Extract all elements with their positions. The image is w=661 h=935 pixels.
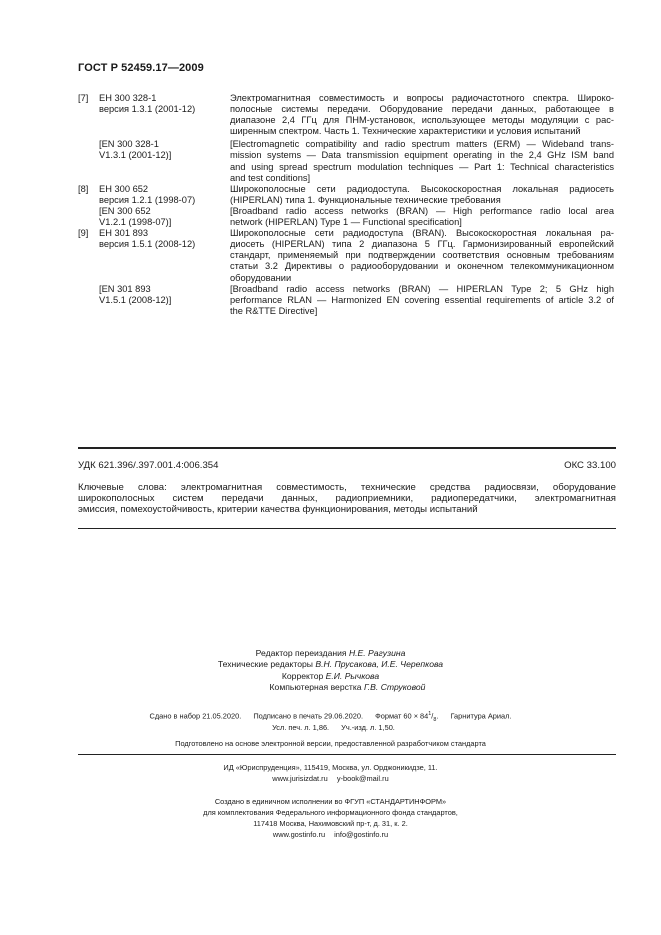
reference-standard <box>99 93 230 137</box>
printer-site: www.gostinfo.ru <box>272 830 326 839</box>
standard-code-en: [EN 300 652 <box>99 205 151 216</box>
keywords-line: Ключевые слова: электромагнитная совместимость, технические средства радиосвязи, оборудование <box>78 482 616 493</box>
standard-code-en: [EN 300 328-1 <box>99 139 159 150</box>
oks-code: ОКС 33.100 <box>564 460 616 471</box>
reference-entry <box>78 184 616 206</box>
description-line: ширенным спектром. Часть 1. Технические характеристики и условия испытаний <box>230 126 581 137</box>
udk-code: УДК 621.396/.397.001.4:006.354 <box>78 460 219 471</box>
description-line: [Broadband radio access networks (BRAN) — High performance radio local area <box>230 205 614 216</box>
reference-number: [7] <box>78 93 89 103</box>
reference-entry <box>78 228 616 283</box>
publisher-address: ИД «Юриспруденция», 115419, Москва, ул. Орджоникидзе, 11. <box>223 763 438 772</box>
credit-layout: Компьютерная верстка Г.В. Струковой <box>269 681 426 692</box>
reference-entry <box>78 93 616 137</box>
publisher-site: www.jurisizdat.ru <box>272 774 328 783</box>
print-info-line2: Усл. печ. л. 1,86. Уч.-изд. л. 1,50. <box>272 723 395 732</box>
credit-tech-editors: Технические редакторы В.Н. Прусакова, И.Е. Черепкова <box>217 659 444 670</box>
publisher-email: y-book@mail.ru <box>336 774 389 783</box>
reference-standard <box>99 228 230 283</box>
standard-version: версия 1.3.1 (2001-12) <box>99 104 196 115</box>
printer-line2: для комплектования Федерального информационного фонда стандартов, <box>203 808 458 817</box>
description-line: диапазоне 2,4 ГГц для ПНМ-установок, использующее методы модуляции с рас- <box>230 115 614 126</box>
divider-publisher <box>78 754 616 755</box>
publisher-contacts <box>0 774 661 785</box>
reference-entry-en <box>78 139 616 183</box>
description-line: [Electromagnetic compatibility and radio spectrum matters (ERM) — Wideband trans- <box>230 139 614 150</box>
bibliography <box>78 93 616 317</box>
printer-contacts <box>0 830 661 841</box>
standard-version: версия 1.2.1 (1998-07) <box>99 194 196 205</box>
keywords <box>78 482 616 515</box>
print-info-line1: Сдано в набор 21.05.2020. Подписано в печать 29.06.2020. Формат $60 \times 84^1/_8$. Гарнитура Ариал. <box>149 711 512 723</box>
reference-description <box>230 184 614 206</box>
description-line: диосеть (HIPERLAN) типа 2 диапазона 5 ГГц. Гармонизированный европейский <box>230 239 614 250</box>
keywords-line: эмиссия, помехоустойчивость, критерии качества функционирования, методы испытаний <box>78 504 478 516</box>
description-line: Электромагнитная совместимость и вопросы радиочастотного спектра. Широко- <box>230 93 614 103</box>
description-line: стандарт, применяемый при подтверждении соответствия основным требованиям <box>230 250 614 261</box>
standard-version-en: V1.2.1 (1998-07)] <box>99 217 172 228</box>
standard-code: ЕН 301 893 <box>99 228 149 239</box>
standard-code-en: [EN 301 893 <box>99 283 151 294</box>
reference-description <box>230 93 614 137</box>
reference-number: [9] <box>78 228 89 239</box>
credits <box>0 648 661 693</box>
description-line: the R&TTE Directive] <box>230 305 318 316</box>
keywords-line: широкополосных систем передачи данных, радиоприемники, радиопередатчики, электромагнитная <box>78 493 616 505</box>
standard-code: ЕН 300 328-1 <box>99 93 157 103</box>
credit-corrector: Корректор Е.И. Рычкова <box>281 670 380 681</box>
credit-editor: Редактор переиздания Н.Е. Рагузина <box>255 648 406 658</box>
description-line: Широкополосные сети радиодоступа (BRAN). Высокоскоростная локальная ра- <box>230 228 614 239</box>
reference-description-en <box>230 284 614 317</box>
description-line: оборудовании <box>230 272 292 283</box>
description-line: and using spread spectrum modulation techniques — Part 1: Technical characteristics <box>230 161 614 172</box>
printer-email: info@gostinfo.ru <box>334 830 389 839</box>
print-info-prepared: Подготовлено на основе электронной версии, предоставленной разработчиком стандарта <box>175 739 486 748</box>
description-line: (HIPERLAN) типа 1. Функциональные технические требования <box>230 194 501 205</box>
description-line: network (HIPERLAN) Type 1 — Functional specification] <box>230 217 462 228</box>
reference-standard <box>99 184 230 206</box>
description-line: Широкополосные сети радиодоступа. Высокоскоростная локальная радиосеть <box>230 183 614 194</box>
reference-entry-en <box>78 284 616 317</box>
reference-standard-en <box>99 139 230 183</box>
standard-version-en: V1.3.1 (2001-12)] <box>99 150 172 161</box>
reference-entry-en <box>78 206 616 228</box>
divider-top <box>78 447 616 449</box>
divider-bottom <box>78 528 616 529</box>
standard-version: версия 1.5.1 (2008-12) <box>99 239 196 250</box>
printer-line1: Создано в единичном исполнении во ФГУП «СТАНДАРТИНФОРМ» <box>214 797 447 806</box>
reference-description-en <box>230 139 614 183</box>
description-line: полосные системы передачи. Оборудование передачи данных, работающее в <box>230 104 614 115</box>
description-line: [Broadband radio access networks (BRAN) — HIPERLAN Type 2; 5 GHz high <box>230 283 614 294</box>
printer-line3: 117418 Москва, Нахимовский пр-т, д. 31, к. 2. <box>253 819 408 828</box>
reference-description <box>230 228 614 283</box>
reference-standard-en <box>99 284 230 317</box>
standard-title: ГОСТ Р 52459.17—2009 <box>78 62 204 74</box>
description-line: performance RLAN — Harmonized EN covering essential requirements of article 3.2 of <box>230 294 614 305</box>
standard-version-en: V1.5.1 (2008-12)] <box>99 294 172 305</box>
description-line: статьи 3.2 Директивы о радиооборудовании и оконечном телекоммуникационном <box>230 261 614 272</box>
reference-standard-en <box>99 206 230 228</box>
description-line: mission systems — Data transmission equipment operating in the 2,4 GHz ISM band <box>230 150 614 161</box>
reference-description-en <box>230 206 614 228</box>
description-line: and test conditions] <box>230 172 311 183</box>
reference-number: [8] <box>78 183 89 194</box>
standard-code: ЕН 300 652 <box>99 183 149 194</box>
